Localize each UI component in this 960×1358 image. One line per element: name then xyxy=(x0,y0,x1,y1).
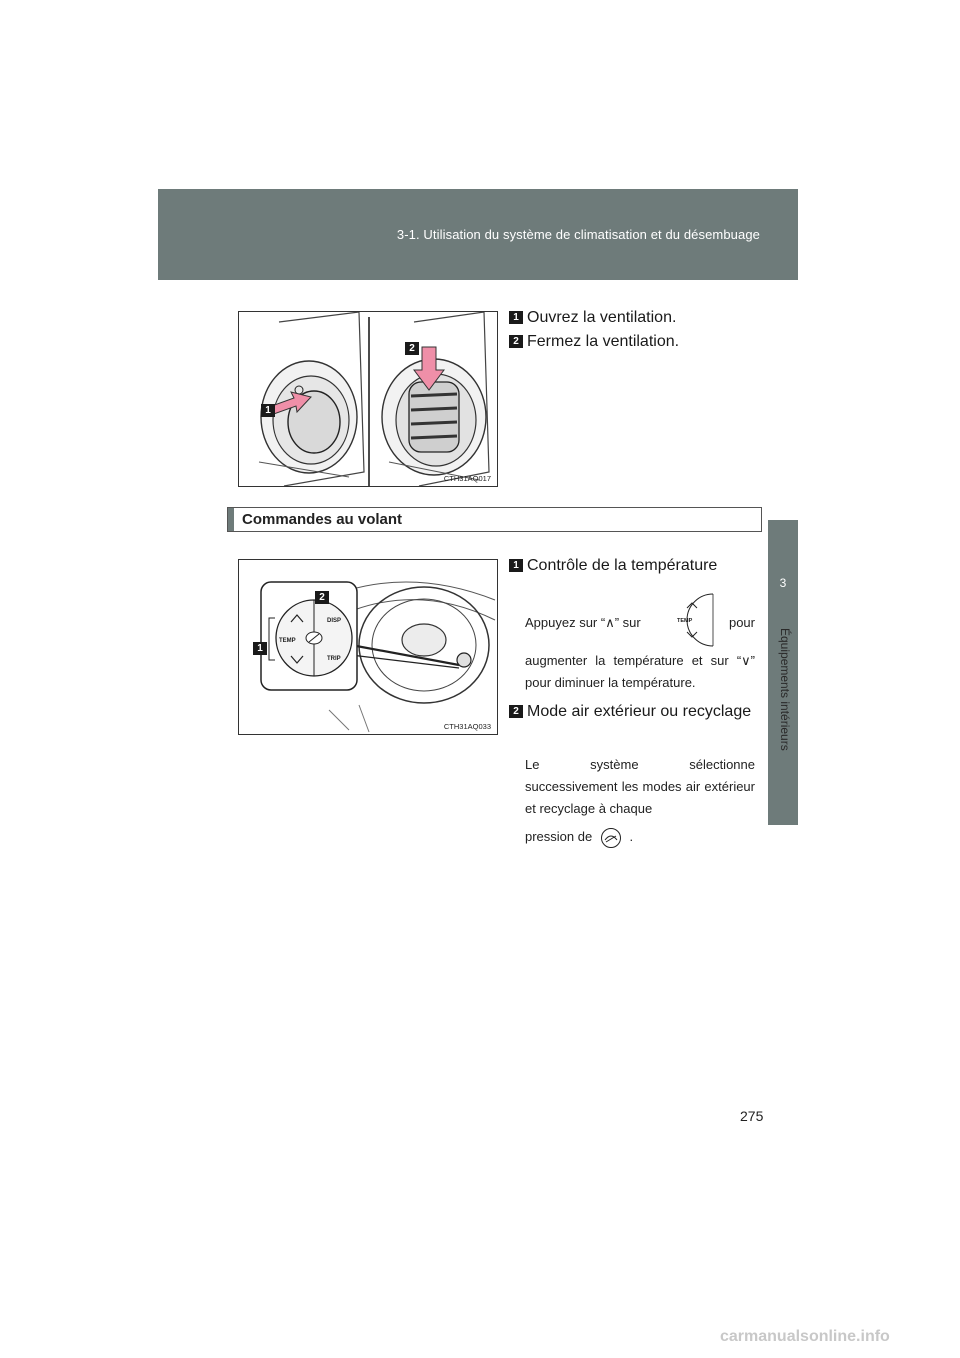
temp-switch-icon xyxy=(665,592,721,648)
item-text: Fermez la ventilation. xyxy=(527,333,680,350)
recirculation-icon xyxy=(600,827,622,849)
figure-code: CTH31AQ033 xyxy=(443,722,491,731)
steering-figure xyxy=(238,559,498,735)
text-part: pression de xyxy=(525,829,593,844)
air-mode-description xyxy=(525,754,755,856)
chapter-title: 3-1. Utilisation du système de climatisation et du désembuage xyxy=(396,227,760,242)
air-mode-line-last xyxy=(525,826,755,856)
figure-label-1: 1 xyxy=(261,404,275,417)
chapter-side-label: Équipements intérieurs xyxy=(778,628,792,751)
vent-illustration xyxy=(239,312,497,486)
temp-switch-label: TEMP xyxy=(279,638,296,644)
section-bar xyxy=(227,507,762,532)
temperature-description xyxy=(525,596,755,696)
text-part: pour xyxy=(728,615,755,630)
temp-icon-label: TEMP xyxy=(677,618,693,624)
air-mode-item-title xyxy=(509,701,755,723)
figure-label-1: 1 xyxy=(253,642,267,655)
text-part: . xyxy=(629,829,634,844)
item-number: 2 xyxy=(509,335,523,348)
trip-switch-label: TRIP xyxy=(327,656,341,662)
item-number: 1 xyxy=(509,559,523,572)
disp-switch-label: DISP xyxy=(327,618,342,624)
item-title: Mode air extérieur ou recyclage xyxy=(527,703,752,720)
item-title: Contrôle de la température xyxy=(527,557,718,574)
item-number: 2 xyxy=(509,705,523,718)
steering-illustration xyxy=(239,560,497,734)
text-part: Le système sélectionne successivement les modes air extérieur et recyclage à chaque xyxy=(525,757,755,816)
vent-open-item xyxy=(509,309,676,327)
temperature-line-1 xyxy=(525,596,755,650)
figure-label-2: 2 xyxy=(405,342,419,355)
vent-close-item xyxy=(509,333,679,351)
section-title: Commandes au volant xyxy=(242,511,403,528)
item-text: Ouvrez la ventilation. xyxy=(527,309,677,326)
text-part: Appuyez sur “∧” sur xyxy=(525,615,641,630)
chapter-header xyxy=(158,189,798,280)
chapter-number: 3 xyxy=(779,576,787,590)
watermark: carmanualsonline.info xyxy=(720,1328,890,1345)
page-number: 275 xyxy=(740,1108,764,1124)
figure-label-2: 2 xyxy=(315,591,329,604)
section-accent xyxy=(228,508,234,531)
item-number: 1 xyxy=(509,311,523,324)
vent-figure xyxy=(238,311,498,487)
temperature-item-title xyxy=(509,557,717,575)
text-part: augmenter la température et sur “∨” pour diminuer la température. xyxy=(525,653,755,690)
figure-code: CTH31AQ017 xyxy=(443,474,491,483)
